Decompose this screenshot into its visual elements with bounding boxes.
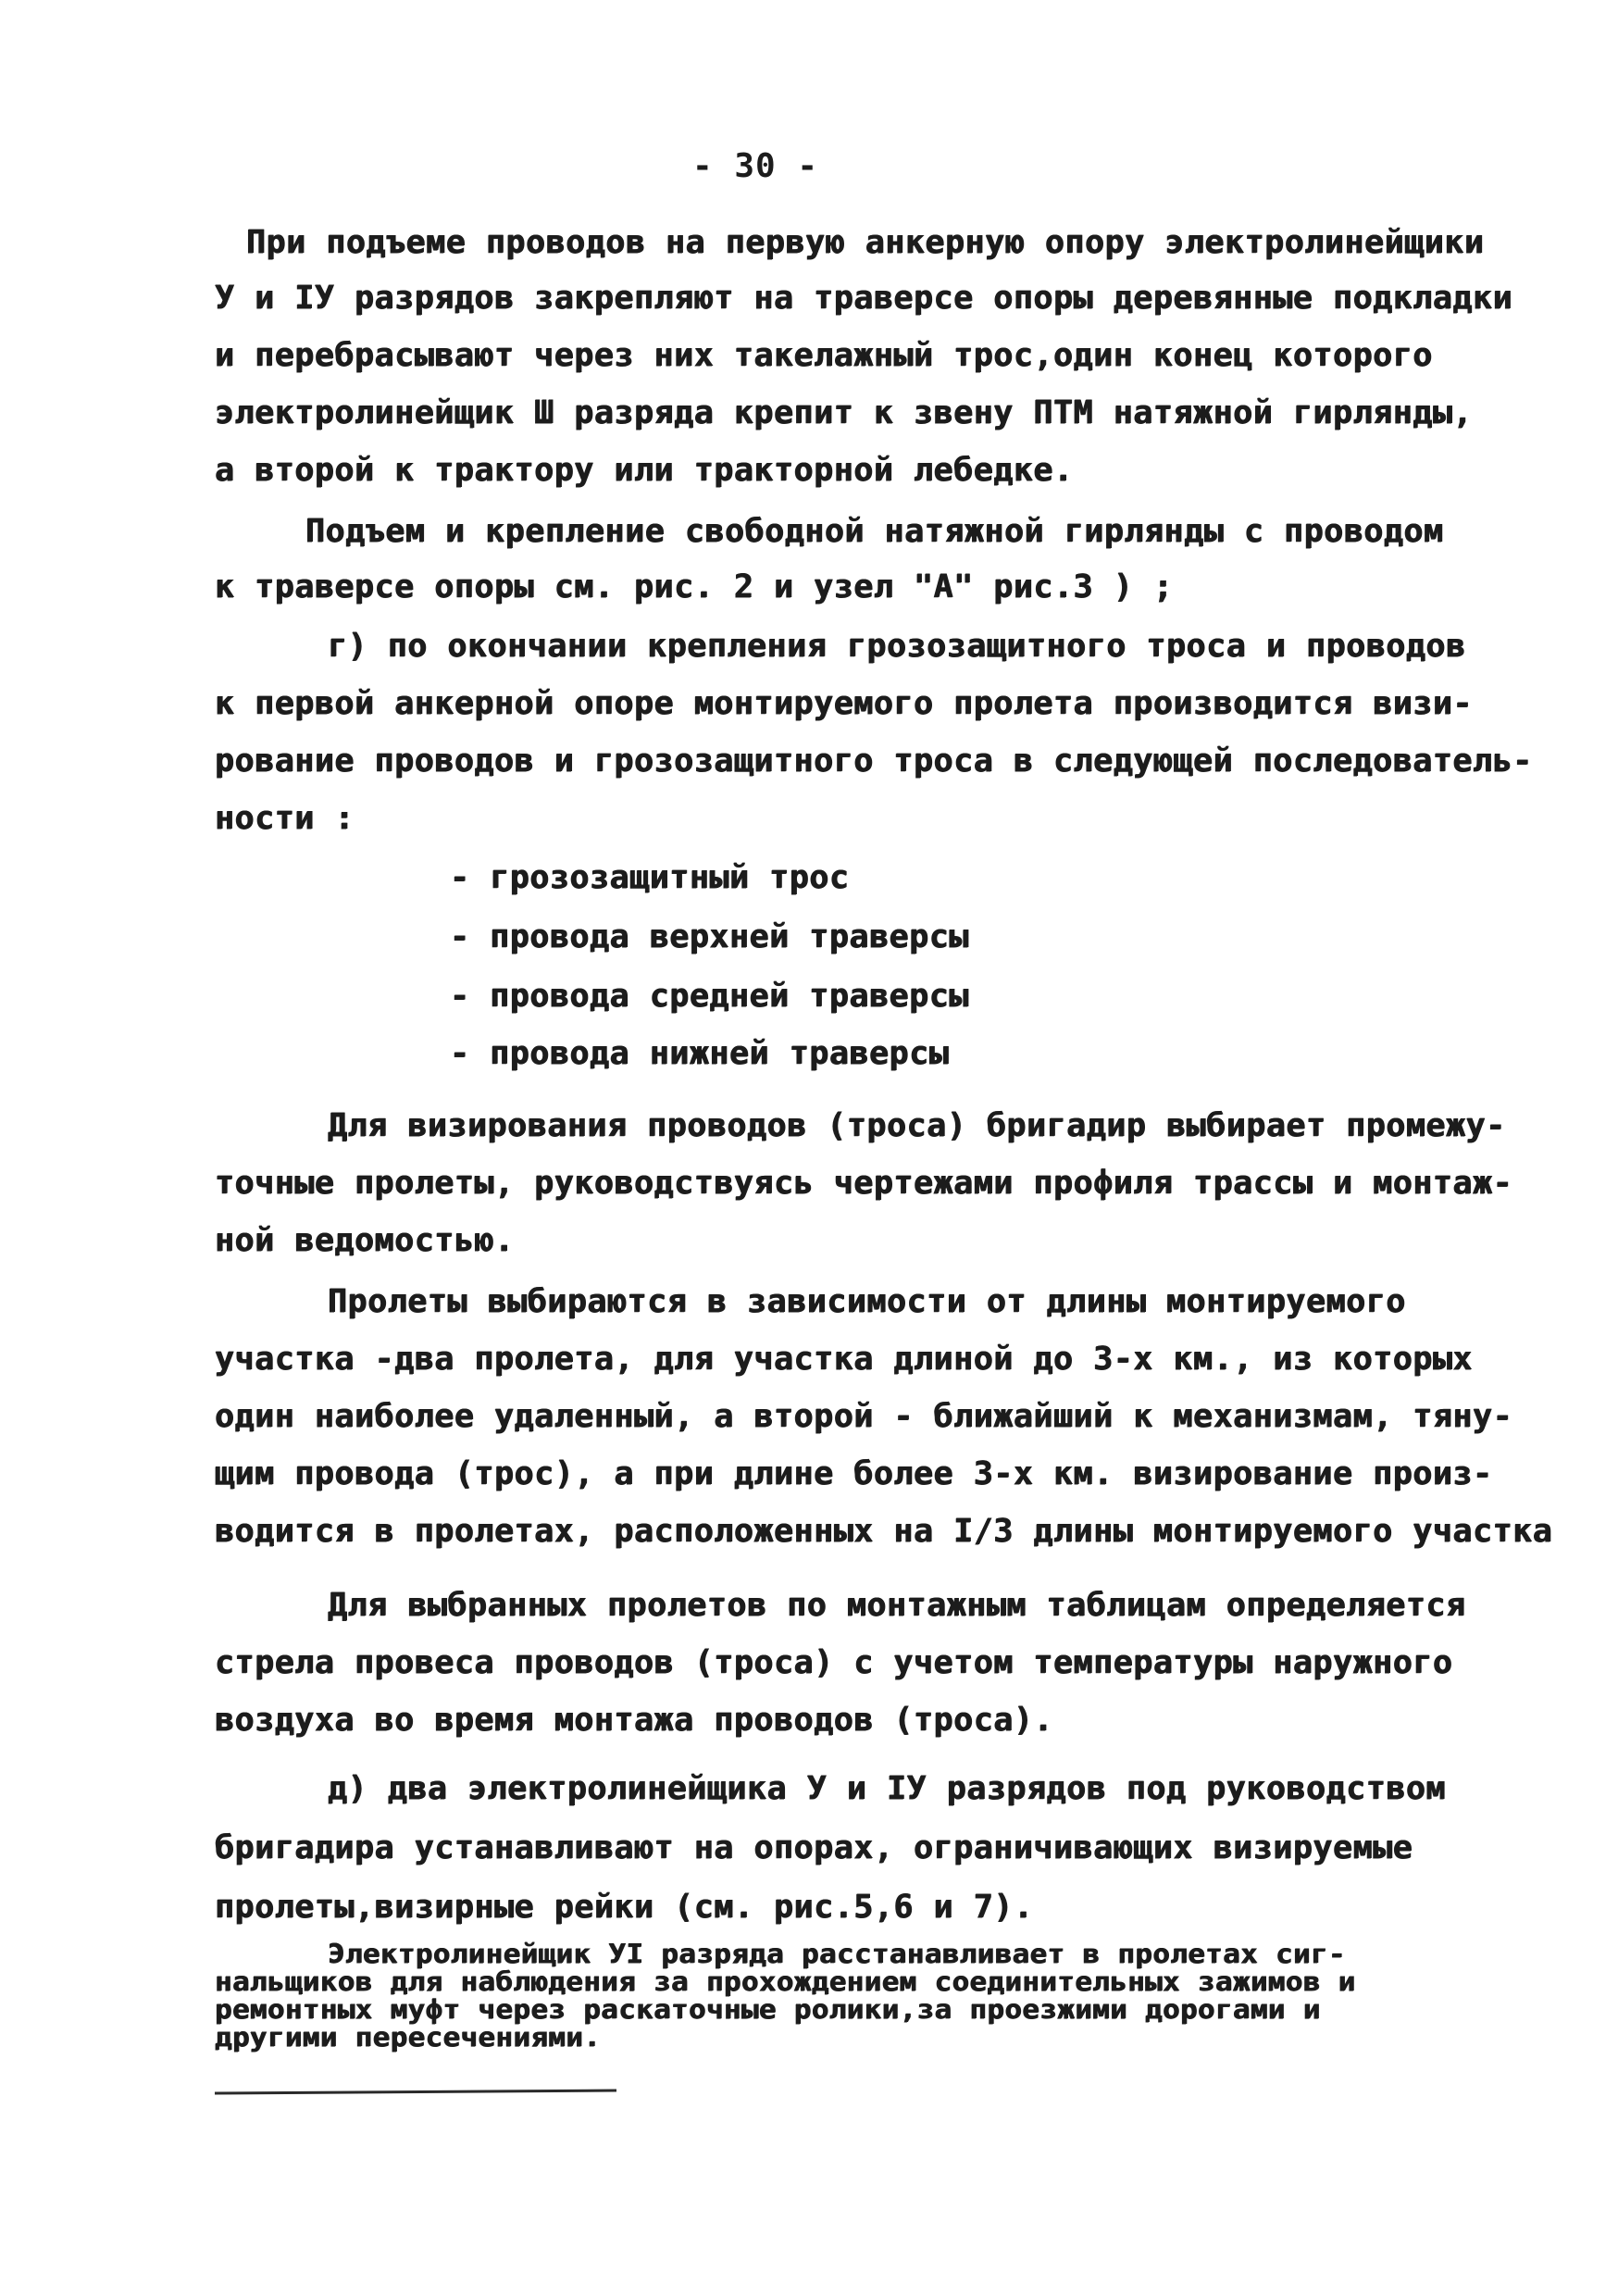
text-line: д) два электролинейщика У и IУ разрядов под руководством [328, 1770, 1447, 1807]
text-line: Для выбранных пролетов по монтажным таблицам определяется [328, 1587, 1466, 1624]
footnote-line: ремонтных муфт через раскаточные ролики,за проезжими дорогами и [215, 1994, 1321, 2026]
text-line: При подъеме проводов на первую анкерную опору электролинейщики [246, 224, 1485, 261]
text-line: точные пролеты, руководствуясь чертежами профиля трассы и монтаж- [215, 1165, 1513, 1202]
page-number: - 30 - [692, 147, 819, 185]
text-line: один наиболее удаленный, а второй - ближайший к механизмам, тяну- [215, 1398, 1513, 1435]
text-line: и перебрасывают через них такелажный трос,один конец которого [215, 337, 1433, 374]
text-line: Пролеты выбираются в зависимости от длины монтируемого [328, 1283, 1406, 1320]
text-line: а второй к трактору или тракторной лебедке. [215, 452, 1074, 489]
footnote-line: другими пересечениями. [215, 2022, 602, 2053]
text-line: Подъем и крепление свободной натяжной гирлянды с проводом [305, 513, 1444, 550]
text-line: участка -два пролета, для участка длиной до 3-х км., из которых [215, 1341, 1474, 1378]
text-line: к первой анкерной опоре монтируемого пролета производится визи- [215, 685, 1474, 722]
text-line: стрела провеса проводов (троса) с учетом температуры наружного [215, 1644, 1453, 1681]
text-line: У и IУ разрядов закрепляют на траверсе опоры деревянные подкладки [215, 280, 1513, 317]
text-line: пролеты,визирные рейки (см. рис.5,6 и 7). [215, 1889, 1034, 1926]
list-item: - провода нижней траверсы [450, 1035, 950, 1072]
text-line: ности : [215, 800, 355, 837]
text-line: воздуха во время монтажа проводов (троса). [215, 1702, 1054, 1739]
text-line: электролинейщик Ш разряда крепит к звену ПТМ натяжной гирлянды, [215, 394, 1474, 431]
text-line: г) по окончании крепления грозозащитного троса и проводов [328, 628, 1466, 665]
footnote-line: нальщиков для наблюдения за прохождением соединительных зажимов и [215, 1966, 1356, 1998]
list-item: - грозозащитный трос [450, 859, 850, 896]
text-line: ной ведомостью. [215, 1222, 515, 1259]
text-line: водится в пролетах, расположенных на I/3 длины монтируемого участка [215, 1513, 1553, 1550]
text-line: Для визирования проводов (троса) бригадир выбирает промежу- [328, 1107, 1506, 1144]
text-line: бригадира устанавливают на опорах, ограничивающих визируемые [215, 1829, 1413, 1866]
list-item: - провода верхней траверсы [450, 918, 969, 955]
text-line: рование проводов и грозозащитного троса в следующей последователь- [215, 742, 1533, 780]
text-line: к траверсе опоры см. рис. 2 и узел "А" рис.3 ) ; [215, 568, 1174, 605]
list-item: - провода средней траверсы [450, 978, 969, 1015]
footnote-line: Электролинейщик УI разряда расстанавливает в пролетах сиг- [328, 1939, 1346, 1970]
footnote-divider [215, 2089, 616, 2094]
text-line: щим провода (трос), а при длине более 3-х км. визирование произ- [215, 1455, 1493, 1492]
